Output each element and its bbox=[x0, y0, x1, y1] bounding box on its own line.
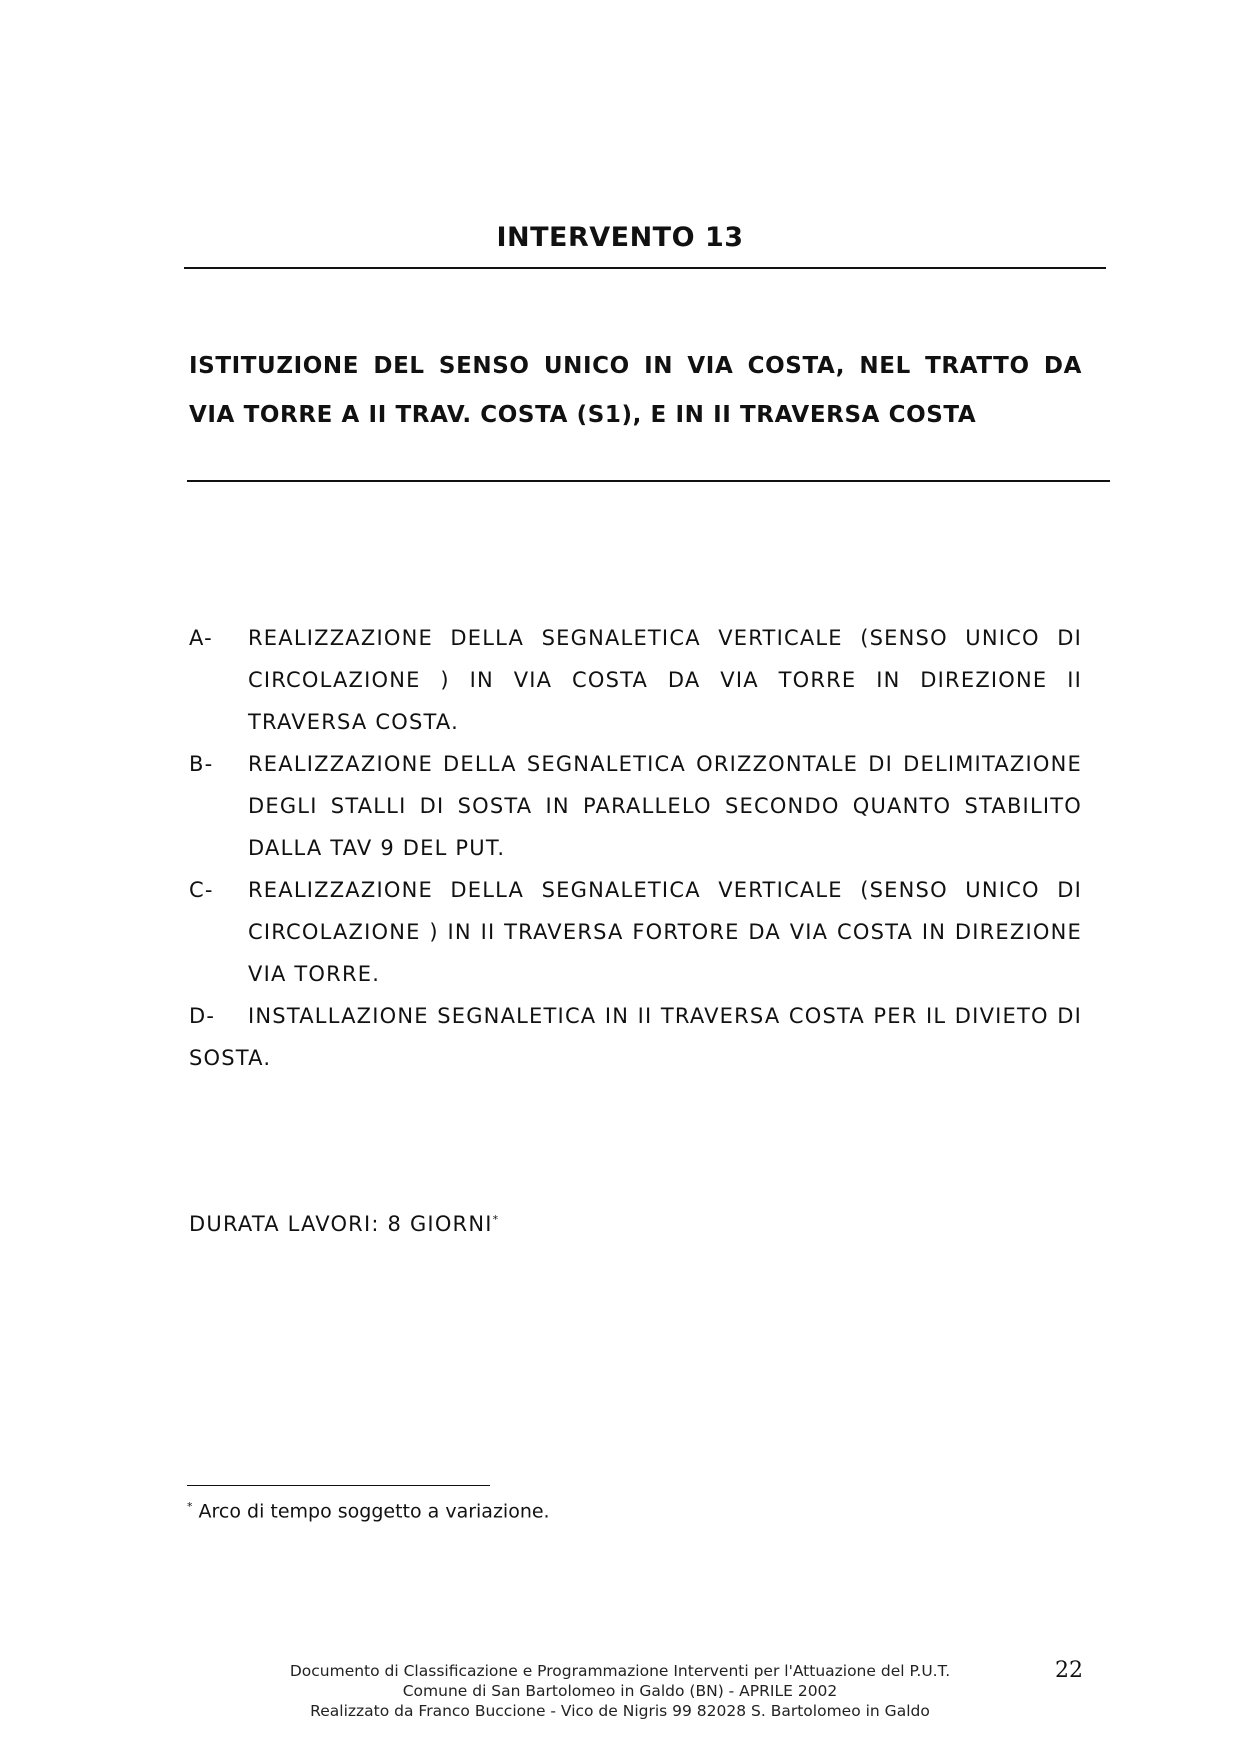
footnote bbox=[187, 1500, 550, 1522]
duration-text: DURATA LAVORI: 8 GIORNI bbox=[189, 1212, 493, 1236]
page-number: 22 bbox=[1055, 1658, 1083, 1683]
subtitle-divider bbox=[187, 480, 1110, 482]
item-letter: B- bbox=[189, 752, 214, 776]
item-text: REALIZZAZIONE DELLA SEGNALETICA ORIZZONTALE DI DELIMITAZIONE DEGLI STALLI DI SOSTA IN PARALLELO SECONDO QUANTO STABILITO DALLA TAV 9 DEL PUT. bbox=[248, 752, 1082, 860]
page-footer bbox=[190, 1661, 1050, 1721]
page-title: INTERVENTO 13 bbox=[496, 222, 744, 253]
footnote-reference: * bbox=[492, 1213, 499, 1226]
intervention-subtitle: ISTITUZIONE DEL SENSO UNICO IN VIA COSTA, NEL TRATTO DA VIA TORRE A II TRAV. COSTA (S1), E IN II TRAVERSA COSTA bbox=[189, 353, 1082, 428]
item-letter: A- bbox=[189, 626, 213, 650]
list-item-c bbox=[189, 869, 1082, 995]
footnote-text: Arco di tempo soggetto a variazione. bbox=[198, 1500, 550, 1523]
item-text: INSTALLAZIONE SEGNALETICA IN II TRAVERSA COSTA PER IL DIVIETO DI SOSTA. bbox=[189, 1004, 1082, 1070]
list-item-b bbox=[189, 743, 1082, 869]
item-letter: C- bbox=[189, 878, 214, 902]
list-item-a bbox=[189, 617, 1082, 743]
footer-line-3: Realizzato da Franco Buccione - Vico de Nigris 99 82028 S. Bartolomeo in Galdo bbox=[310, 1702, 930, 1720]
intervention-items-list bbox=[189, 617, 1082, 1079]
item-letter: D- bbox=[189, 1004, 216, 1028]
title-divider bbox=[184, 267, 1106, 269]
work-duration bbox=[189, 1212, 498, 1236]
footnote-mark: * bbox=[187, 1500, 193, 1513]
footnote-separator bbox=[187, 1485, 490, 1486]
footer-line-1: Documento di Classificazione e Programmazione Interventi per l'Attuazione del P.U.T. bbox=[289, 1662, 951, 1680]
item-text: REALIZZAZIONE DELLA SEGNALETICA VERTICALE (SENSO UNICO DI CIRCOLAZIONE ) IN VIA COSTA DA VIA TORRE IN DIREZIONE II TRAVERSA COSTA. bbox=[248, 626, 1082, 734]
item-text: REALIZZAZIONE DELLA SEGNALETICA VERTICALE (SENSO UNICO DI CIRCOLAZIONE ) IN II TRAVERSA FORTORE DA VIA COSTA IN DIREZIONE VIA TORRE. bbox=[248, 878, 1082, 986]
footer-line-2: Comune di San Bartolomeo in Galdo (BN) - APRILE 2002 bbox=[402, 1682, 838, 1700]
list-item-d bbox=[189, 995, 1082, 1079]
